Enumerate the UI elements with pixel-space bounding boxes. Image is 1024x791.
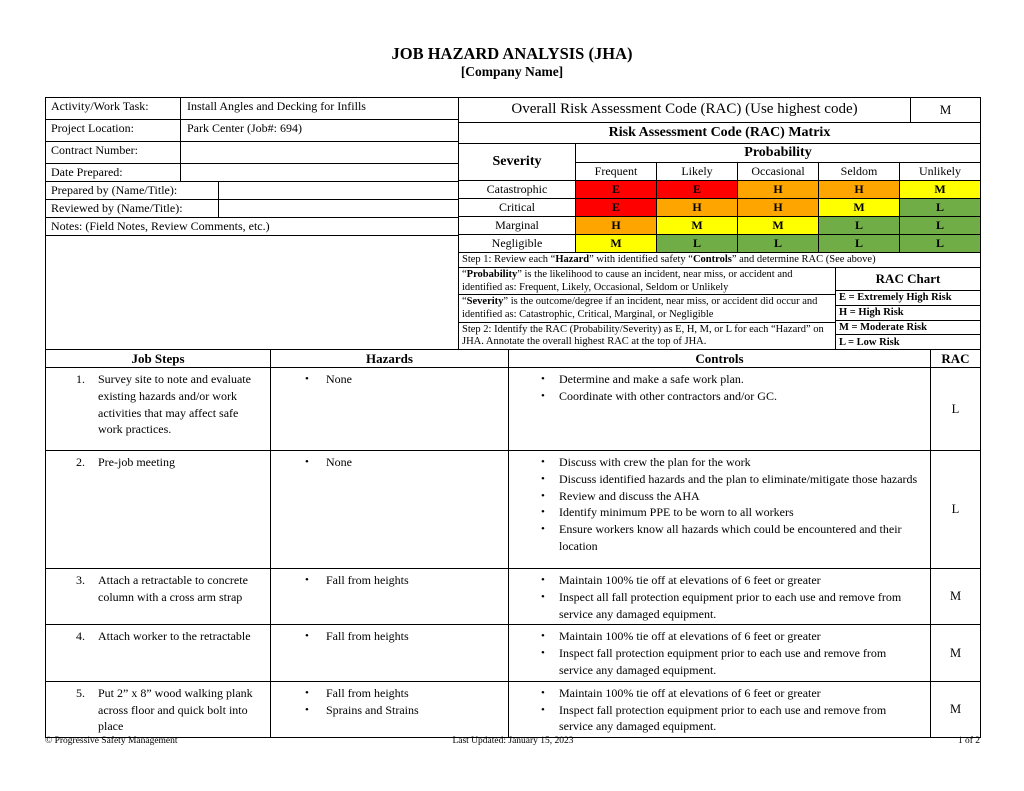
field-row xyxy=(46,200,458,218)
matrix-cell: L xyxy=(819,217,900,234)
bullet-icon: • xyxy=(305,630,309,643)
probability-header-block xyxy=(576,144,980,180)
bullet-icon: • xyxy=(541,472,545,485)
text-segment: “ xyxy=(462,296,467,308)
text-segment: “ xyxy=(462,269,467,280)
controls-cell xyxy=(509,682,931,737)
matrix-cell: H xyxy=(576,217,657,234)
control-text: Inspect fall protection equipment prior to each use and remove from service any damaged equipment. xyxy=(559,702,887,734)
rac-pane xyxy=(459,98,980,349)
field-label: Reviewed by (Name/Title): xyxy=(46,200,219,217)
matrix-cell: L xyxy=(900,217,980,234)
bullet-icon: • xyxy=(541,647,545,660)
control-item xyxy=(509,645,926,679)
footer-last-updated: Last Updated: January 15, 2023 xyxy=(452,736,574,746)
job-step-cell xyxy=(46,625,271,680)
field-value: Install Angles and Decking for Infills xyxy=(187,99,366,113)
control-item xyxy=(509,454,926,471)
control-item xyxy=(509,521,926,555)
probability-column-label: Frequent xyxy=(576,163,657,180)
definitions-column xyxy=(459,268,836,349)
overall-rac-row xyxy=(459,98,980,123)
job-step-number: 5. xyxy=(76,685,85,700)
bullet-icon: • xyxy=(305,373,309,385)
matrix-cell: M xyxy=(819,199,900,216)
matrix-cell: M xyxy=(738,217,819,234)
bullet-icon: • xyxy=(541,590,545,603)
bullet-icon: • xyxy=(541,373,545,385)
bullet-icon: • xyxy=(541,574,545,586)
overall-rac-value: M xyxy=(939,102,952,117)
rac-chart-entry: E = Extremely High Risk xyxy=(836,291,980,306)
matrix-cell: M xyxy=(657,217,738,234)
rac-header: RAC xyxy=(941,351,970,366)
bullet-icon: • xyxy=(541,523,545,536)
job-steps-header: Job Steps xyxy=(46,350,271,367)
hazards-cell xyxy=(271,625,509,680)
hazards-cell xyxy=(271,569,509,624)
text-segment: ” is the outcome/degree if an incident, near miss, or accident did occur and identified as: Catastrophic, Critical, Marginal, or Negligible xyxy=(462,296,818,320)
control-item xyxy=(509,589,926,623)
job-step-text: Put 2” x 8” wood walking plank across floor and quick bolt into place xyxy=(98,685,253,734)
rac-value-cell: L xyxy=(951,401,960,416)
rac-chart xyxy=(836,268,980,349)
job-step-text: Attach a retractable to concrete column with a cross arm strap xyxy=(98,573,248,604)
severity-row-label: Catastrophic xyxy=(459,181,576,198)
definitions-section xyxy=(459,268,980,349)
bullet-icon: • xyxy=(541,389,545,402)
jha-form-table xyxy=(45,97,981,738)
job-table-row xyxy=(46,682,980,737)
matrix-row xyxy=(459,217,980,235)
text-segment: Step 1: Review each “ xyxy=(462,254,556,265)
job-table-rows xyxy=(46,368,980,737)
hazards-cell xyxy=(271,682,509,737)
job-step-number: 1. xyxy=(76,372,85,386)
rac-chart-entry: L = Low Risk xyxy=(839,336,900,348)
field-label: Project Location: xyxy=(46,120,181,141)
matrix-cell: L xyxy=(819,235,900,252)
job-step-number: 3. xyxy=(76,573,85,587)
rac-matrix-title: Risk Assessment Code (RAC) Matrix xyxy=(459,123,980,144)
matrix-row xyxy=(459,181,980,199)
control-text: Determine and make a safe work plan. xyxy=(559,372,744,386)
job-step-number: 2. xyxy=(76,455,85,469)
step1-instruction xyxy=(459,253,980,268)
field-row xyxy=(46,182,458,200)
control-text: Maintain 100% tie off at elevations of 6 feet or greater xyxy=(559,629,821,644)
hazard-text: Fall from heights xyxy=(326,573,409,587)
job-table-row xyxy=(46,625,980,681)
text-segment: Hazard xyxy=(555,254,590,265)
bullet-icon: • xyxy=(541,686,545,699)
bullet-icon: • xyxy=(541,456,545,468)
text-segment: Controls xyxy=(692,254,732,265)
control-item xyxy=(509,471,926,488)
control-item xyxy=(509,388,926,405)
notes-label: Notes: (Field Notes, Review Comments, etc.) xyxy=(46,218,458,236)
severity-row-label: Marginal xyxy=(459,217,576,234)
bullet-icon: • xyxy=(541,489,545,502)
field-value xyxy=(181,164,458,181)
control-item xyxy=(509,572,926,589)
job-table-row xyxy=(46,368,980,451)
rac-chart-entries xyxy=(836,291,980,349)
matrix-cell: L xyxy=(900,199,980,216)
control-text: Discuss with crew the plan for the work xyxy=(559,455,751,469)
bullet-icon: • xyxy=(541,630,545,643)
matrix-cell: H xyxy=(738,181,819,198)
probability-column-label: Occasional xyxy=(738,163,819,180)
rac-chart-title: RAC Chart xyxy=(836,268,980,291)
job-step-cell xyxy=(46,682,271,737)
probability-column-label: Likely xyxy=(657,163,738,180)
control-item xyxy=(509,628,926,645)
severity-row-label: Negligible xyxy=(459,235,576,252)
field-value xyxy=(219,182,458,199)
matrix-cell: M xyxy=(576,235,657,252)
controls-cell xyxy=(509,451,931,568)
field-label: Contract Number: xyxy=(46,142,181,163)
field-row xyxy=(46,98,458,120)
job-step-text: Survey site to note and evaluate existing hazards and/or work activities that may affect safe work practices. xyxy=(98,372,251,437)
hazard-text: None xyxy=(326,372,352,386)
definition-row xyxy=(459,323,835,349)
hazard-item xyxy=(271,628,504,645)
control-item xyxy=(509,702,926,736)
matrix-cell: H xyxy=(819,181,900,198)
notes-area xyxy=(46,236,458,349)
control-item xyxy=(509,488,926,505)
hazards-cell xyxy=(271,368,509,450)
text-segment: ” with identified safety “ xyxy=(589,254,693,265)
matrix-cell: H xyxy=(738,199,819,216)
definition-row xyxy=(459,295,835,322)
control-text: Maintain 100% tie off at elevations of 6 feet or greater xyxy=(559,685,821,700)
job-step-number: 4. xyxy=(76,629,85,644)
matrix-row xyxy=(459,199,980,217)
job-table-row xyxy=(46,451,980,569)
hazard-text: Fall from heights xyxy=(326,629,409,644)
rac-matrix-header xyxy=(459,144,980,181)
job-table-row xyxy=(46,569,980,625)
control-text: Review and discuss the AHA xyxy=(559,488,700,503)
control-item xyxy=(509,371,926,388)
job-step-cell xyxy=(46,368,271,450)
probability-column-label: Seldom xyxy=(819,163,900,180)
hazard-text: None xyxy=(326,455,352,469)
job-step-text: Pre-job meeting xyxy=(98,455,175,469)
document-title: JOB HAZARD ANALYSIS (JHA) xyxy=(391,44,633,63)
hazard-text: Fall from heights xyxy=(326,685,409,700)
matrix-row xyxy=(459,235,980,253)
control-text: Discuss identified hazards and the plan to eliminate/mitigate those hazards xyxy=(559,471,918,486)
matrix-cell: L xyxy=(900,235,980,252)
company-name: [Company Name] xyxy=(460,64,564,79)
bullet-icon: • xyxy=(305,574,309,586)
hazard-item xyxy=(271,572,504,589)
controls-header: Controls xyxy=(509,350,931,367)
controls-cell xyxy=(509,368,931,450)
hazard-item xyxy=(271,702,504,719)
controls-cell xyxy=(509,569,931,624)
overall-rac-label: Overall Risk Assessment Code (RAC) (Use highest code) xyxy=(459,98,911,122)
footer-page-number: 1 of 2 xyxy=(957,736,980,746)
text-segment: ” and determine RAC (See above) xyxy=(731,254,876,265)
bullet-icon: • xyxy=(305,686,309,699)
rac-value-cell: M xyxy=(949,589,962,604)
definition-row xyxy=(459,268,835,295)
rac-chart-entry: H = High Risk xyxy=(836,306,980,321)
rac-chart-entry: M = Moderate Risk xyxy=(836,321,980,336)
form-top-section xyxy=(46,98,980,349)
field-value xyxy=(181,142,458,163)
bullet-icon: • xyxy=(305,456,309,468)
matrix-cell: L xyxy=(657,235,738,252)
field-value xyxy=(219,200,458,217)
rac-value-cell: M xyxy=(949,645,962,660)
bullet-icon: • xyxy=(541,506,545,519)
hazards-cell xyxy=(271,451,509,568)
probability-columns xyxy=(576,163,980,180)
field-row xyxy=(46,142,458,164)
footer-copyright: © Progressive Safety Management xyxy=(45,736,178,746)
text-segment: Severity xyxy=(466,296,504,308)
job-step-text: Attach worker to the retractable xyxy=(98,629,251,644)
matrix-cell: E xyxy=(576,181,657,198)
control-text: Identify minimum PPE to be worn to all workers xyxy=(559,505,794,520)
matrix-cell: E xyxy=(576,199,657,216)
matrix-cell: E xyxy=(657,181,738,198)
bullet-icon: • xyxy=(541,703,545,716)
matrix-cell: M xyxy=(900,181,980,198)
field-label: Prepared by (Name/Title): xyxy=(46,182,219,199)
control-item xyxy=(509,504,926,521)
text-segment: Step 2: Identify the RAC (Probability/Severity) as E, H, M, or L for each “Hazard” on JHA. Annotate the overall highest RAC at the top of JHA. xyxy=(462,323,824,348)
job-table-header xyxy=(46,350,980,368)
severity-header: Severity xyxy=(459,144,576,180)
rac-value-cell: M xyxy=(949,701,962,716)
field-label: Date Prepared: xyxy=(46,164,181,181)
hazard-item xyxy=(271,454,504,471)
control-text: Coordinate with other contractors and/or GC. xyxy=(559,388,777,403)
rac-matrix-rows xyxy=(459,181,980,253)
control-text: Ensure workers know all hazards which could be encountered and their location xyxy=(559,522,902,553)
severity-row-label: Critical xyxy=(459,199,576,216)
field-value: Park Center (Job#: 694) xyxy=(187,121,302,135)
matrix-cell: H xyxy=(657,199,738,216)
text-segment: ” is the likelihood to cause an incident, near miss, or accident and identified as: Frequent, Likely, Occasional, Seldom or Unlikely xyxy=(462,269,793,293)
hazards-header: Hazards xyxy=(271,350,509,367)
header-field-rows xyxy=(46,98,458,218)
hazard-item xyxy=(271,685,504,702)
control-text: Inspect fall protection equipment prior to each use and remove from service any damaged equipment. xyxy=(559,646,887,677)
probability-header: Probability xyxy=(576,144,980,163)
hazard-text: Sprains and Strains xyxy=(326,702,419,717)
header-fields-pane xyxy=(46,98,459,349)
field-row xyxy=(46,120,458,142)
job-step-cell xyxy=(46,451,271,568)
controls-cell xyxy=(509,625,931,680)
job-steps-table xyxy=(46,349,980,737)
matrix-cell: L xyxy=(738,235,819,252)
field-label: Activity/Work Task: xyxy=(46,98,181,119)
control-text: Maintain 100% tie off at elevations of 6 feet or greater xyxy=(559,573,821,587)
control-item xyxy=(509,685,926,702)
field-row xyxy=(46,164,458,182)
bullet-icon: • xyxy=(305,703,309,716)
hazard-item xyxy=(271,371,504,388)
control-text: Inspect all fall protection equipment prior to each use and remove from service any damaged equipment. xyxy=(559,589,902,621)
job-step-cell xyxy=(46,569,271,624)
rac-value-cell: L xyxy=(951,502,960,516)
text-segment: Probability xyxy=(466,269,518,280)
probability-column-label: Unlikely xyxy=(919,164,961,178)
